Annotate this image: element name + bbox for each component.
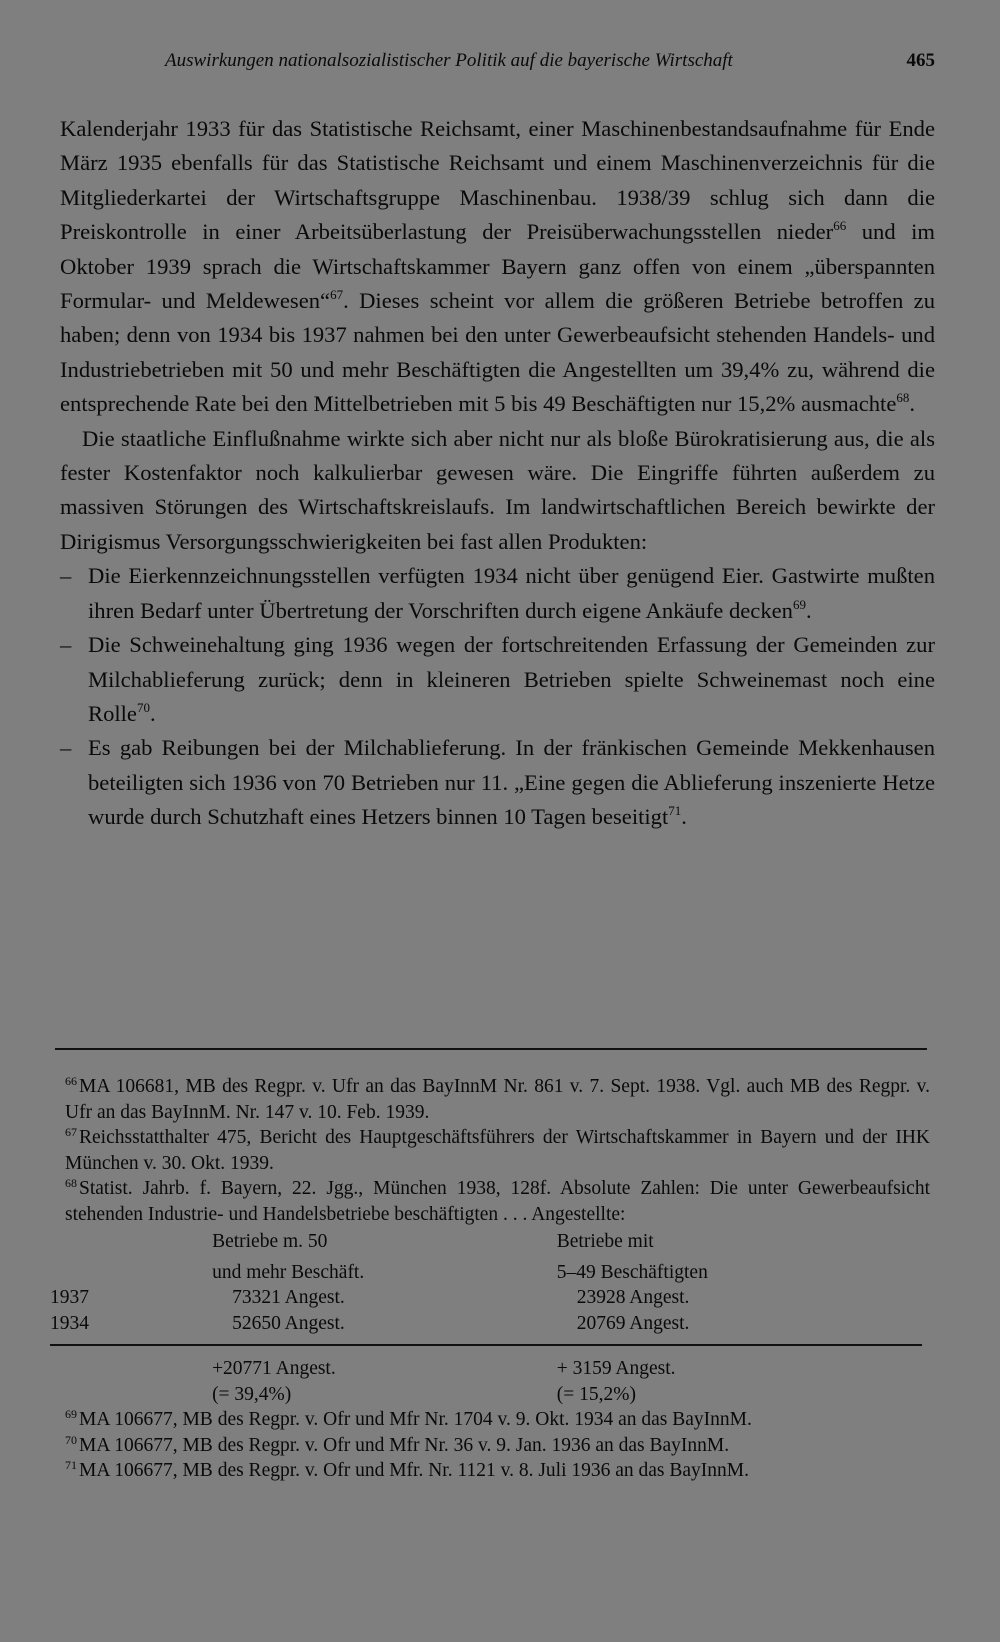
footnote-text: Statist. Jahrb. f. Bayern, 22. Jgg., München 1938, 128f. Absolute Zahlen: Die unter Gewerbeaufsicht stehenden Industrie- und Handelsbetriebe beschäftigten . . . Angestellte:: [65, 1178, 930, 1225]
paragraph-text: .: [909, 391, 916, 417]
footnote-ref-66[interactable]: 66: [833, 218, 847, 234]
table-cell-year: 1937: [50, 1287, 89, 1308]
table-cell: 20769 Angest.: [576, 1312, 690, 1334]
table-cell-difference: + 3159 Angest.: [556, 1358, 676, 1379]
table-row: [50, 1356, 922, 1382]
statistics-table: [50, 1229, 922, 1407]
list-item-period: .: [805, 597, 812, 623]
running-header: [165, 50, 935, 72]
footnote-number: 71: [65, 1458, 77, 1472]
dash-bullet: –: [60, 563, 72, 589]
footnote-ref-67[interactable]: 67: [330, 287, 344, 303]
footnote-text: MA 106677, MB des Regpr. v. Ofr und Mfr Nr. 36 v. 9. Jan. 1936 an das BayInnM.: [79, 1434, 730, 1456]
list-item-text: Die Eierkennzeichnungsstellen verfügten 1934 nicht über genügend Eier. Gastwirte mußten ihren Bedarf unter Übertretung der Vorschriften durch eigene Ankäufe decken: [88, 563, 935, 623]
column-header: 5–49 Beschäftigten: [556, 1261, 708, 1283]
footnote-66: [50, 1074, 930, 1125]
column-header: Betriebe m. 50: [212, 1231, 328, 1252]
list-item: [60, 559, 935, 628]
paragraph-text: . Dieses scheint vor allem die größeren Betriebe betroffen zu haben; denn von 1934 bis 1937 nahmen bei den unter Gewerbeaufsicht stehenden Handels- und Industriebetrieben mit 50 und mehr Beschäftigten die Angestellten um 39,4% zu, während die entsprechende Rate bei den Mittelbetrieben mit 5 bis 49 Beschäftigten nur 15,2% ausmachte: [60, 288, 935, 417]
header-title: Auswirkungen nationalsozialistischer Politik auf die bayerische Wirtschaft: [165, 50, 733, 71]
footnotes: [50, 1074, 930, 1484]
footnote-67: [50, 1125, 930, 1176]
table-header-row: [50, 1229, 922, 1255]
footnote-ref-69[interactable]: 69: [792, 596, 806, 612]
footnote-number: 67: [65, 1125, 77, 1139]
table-cell: 23928 Angest.: [576, 1287, 690, 1308]
footnote-number: 66: [65, 1074, 77, 1088]
dash-bullet: –: [60, 632, 72, 658]
footnote-separator: [55, 1048, 927, 1050]
footnote-ref-68[interactable]: 68: [896, 390, 910, 406]
footnote-68: [50, 1176, 930, 1227]
paragraph-1: [60, 112, 935, 422]
footnote-69: [50, 1407, 930, 1433]
table-header-row: [50, 1255, 922, 1286]
footnote-text: Reichsstatthalter 475, Bericht des Hauptgeschäftsführers der Wirtschaftskammer in Bayern und der IHK München v. 30. Okt. 1939.: [65, 1127, 930, 1174]
list-item-text: Die Schweinehaltung ging 1936 wegen der fortschreitenden Erfassung der Gemeinden zur Milchablieferung zurück; denn in kleineren Betrieben spielte Schweinemast noch eine Rolle: [88, 632, 935, 726]
table-cell: 52650 Angest.: [232, 1312, 345, 1334]
footnote-text: MA 106677, MB des Regpr. v. Ofr und Mfr. Nr. 1121 v. 8. Juli 1936 an das BayInnM.: [79, 1460, 750, 1481]
column-header: Betriebe mit: [556, 1231, 654, 1252]
table-row: [50, 1382, 922, 1408]
table-cell-percent: (= 15,2%): [556, 1383, 636, 1405]
footnote-70: [50, 1433, 930, 1459]
list-item-text: Es gab Reibungen bei der Milchablieferung. In der fränkischen Gemeinde Mekkenhausen beteiligten sich 1936 von 70 Betrieben nur 11. „Eine gegen die Ablieferung inszenierte Hetze wurde durch Schutzhaft eines Hetzers binnen 10 Tagen beseitigt: [88, 735, 935, 830]
table-sum-rule: [50, 1344, 922, 1346]
list-item: [60, 731, 935, 834]
table-cell-year: 1934: [50, 1312, 89, 1334]
list-item-period: .: [681, 804, 687, 830]
column-header: und mehr Beschäft.: [212, 1261, 365, 1283]
footnote-ref-71[interactable]: 71: [668, 803, 682, 819]
footnote-text: MA 106677, MB des Regpr. v. Ofr und Mfr Nr. 1704 v. 9. Okt. 1934 an das BayInnM.: [79, 1409, 752, 1430]
page-number: 465: [906, 50, 935, 71]
footnote-number: 68: [65, 1176, 77, 1190]
list-item: [60, 628, 935, 731]
footnote-number: 70: [65, 1432, 77, 1447]
main-text: [60, 112, 935, 835]
footnote-text: MA 106681, MB des Regpr. v. Ufr an das BayInnM Nr. 861 v. 7. Sept. 1938. Vgl. auch MB des Regpr. v. Ufr an das BayInnM. Nr. 147 v. 10. Feb. 1939.: [65, 1076, 930, 1123]
table-rule-row: [50, 1336, 922, 1356]
paragraph-2: Die staatliche Einflußnahme wirkte sich aber nicht nur als bloße Bürokratisierung aus, die als fester Kostenfaktor noch kalkulierbar gewesen wäre. Die Eingriffe führten außerdem zu massiven Störungen des Wirtschaftskreislaufs. Im landwirtschaftlichen Bereich bewirkte der Dirigismus Versorgungsschwierigkeiten bei fast allen Produkten:: [60, 425, 935, 554]
paragraph-text: Kalenderjahr 1933 für das Statistische Reichsamt, einer Maschinenbestandsaufnahme für Ende März 1935 ebenfalls für das Statistische Reichsamt und einem Maschinenverzeichnis für die Mitgliederkartei der Wirtschaftsgruppe Maschinenbau. 1938/39 schlug sich dann die Preiskontrolle in einer Arbeitsüberlastung der Preisüberwachungsstellen nieder: [60, 116, 935, 245]
footnote-number: 69: [65, 1407, 77, 1421]
table-row: [50, 1311, 922, 1337]
table-cell: 73321 Angest.: [232, 1287, 345, 1308]
dash-bullet: –: [60, 735, 72, 761]
footnote-ref-70[interactable]: 70: [136, 699, 150, 715]
table-cell-percent: (= 39,4%): [212, 1383, 292, 1405]
paragraph-text: und im Oktober 1939 sprach die Wirtschaftskammer Bayern ganz offen von einem „überspannten Formular- und Meldewesen“: [60, 219, 935, 314]
table-row: [50, 1285, 922, 1311]
list-item-period: .: [149, 700, 156, 726]
table-cell-difference: +20771 Angest.: [212, 1358, 336, 1379]
footnote-71: [50, 1458, 930, 1484]
